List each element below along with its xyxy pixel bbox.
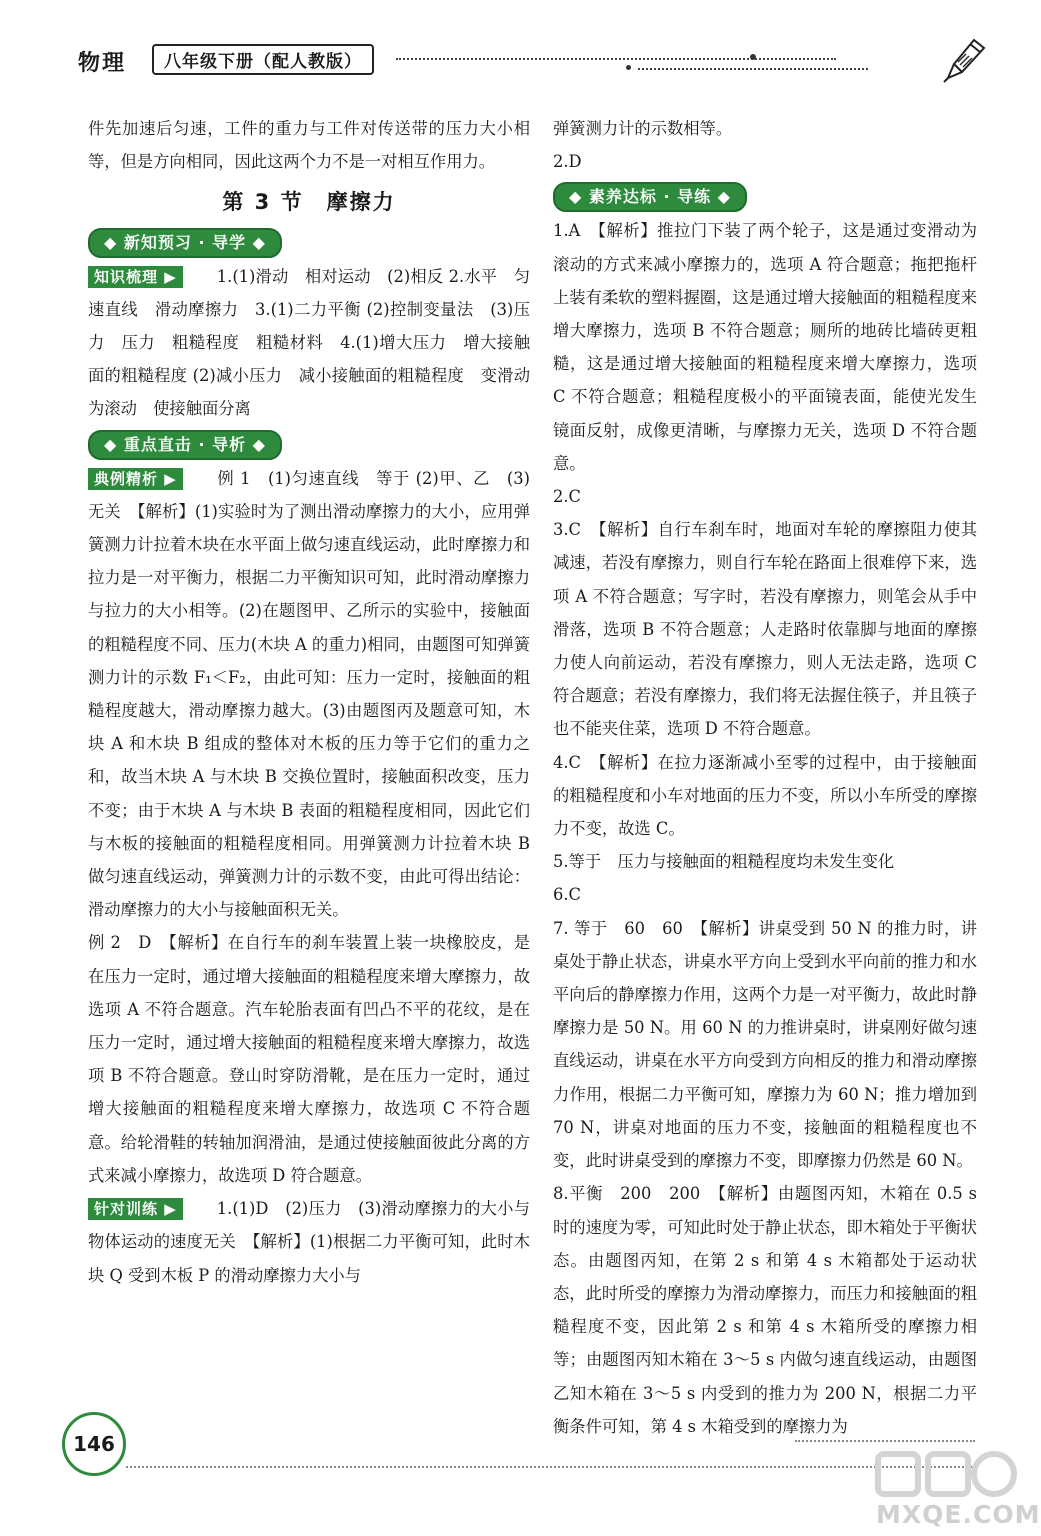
tag-example: 典例精析 ▶ [88,468,183,490]
header-dot [750,54,756,60]
continued-paragraph: 弹簧测力计的示数相等。 [553,119,733,138]
section-title: 第 3 节 摩擦力 [222,190,396,215]
question-3: 3.C 【解析】自行车刹车时，地面对车轮的摩擦阻力使其减速，若没有摩擦力，则自行车轮在路面上很难停下来，选项 A 不符合题意；写字时，若没有摩擦力，则笔会从手中滑落，选项 B 不符合题意；人走路时依靠脚与地面的摩擦力使人向前运动，若没有摩擦力，则人无法走路，选项 C 符合题意；若没有摩擦力，我们将无法握住筷子，并且筷子也不能夹住菜，选项 D 不符合题意。 [553,520,977,739]
example1-text: 例 1 (1)匀速直线 等于 (2)甲、乙 (3)无关 【解析】(1)实验时为了测出滑动摩擦力的大小，应用弹簧测力计拉着木块在水平面上做匀速直线运动，此时摩擦力和拉力是一对平衡力，根据二力平衡知识可知，此时滑动摩擦力与拉力的大小相等。(2)在题图甲、乙所示的实验中，接触面的粗糙程度不同、压力(木块 A 的重力)相同，由题图可知弹簧测力计的示数 F₁＜F₂，由此可知：压力一定时，接触面的粗糙程度越大，滑动摩擦力越大。(3)由题图丙及题意可知，木块 A 和木块 B 组成的整体对木板的压力等于它们的重力之和，故当木块 A 与木块 B 交换位置时，接触面积改变，压力不变；由于木块 A 与木块 B 表面的粗糙程度相同，因此它们与木板的接触面的粗糙程度相同。用弹簧测力计拉着木块 B 做匀速直线运动，弹簧测力计的示数不变，由此可得出结论：滑动摩擦力的大小与接触面积无关。 [88,468,530,920]
banner-label: 重点直击 · 导析 [123,434,247,454]
question-7: 7. 等于 60 60 【解析】讲桌受到 50 N 的推力时，讲桌处于静止状态，讲桌水平方向上受到水平向前的推力和水平向后的静摩擦力作用，这两个力是一对平衡力，故此时静摩擦力是 50 N。用 60 N 的力推讲桌时，讲桌刚好做匀速直线运动，讲桌在水平方向受到方向相反的推力和滑动摩擦力作用，根据二力平衡可知，摩擦力为 60 N；推力增加到 70 N，讲桌对地面的压力不变，接触面的粗糙程度也不变，此时讲桌受到的摩擦力不变，即摩擦力仍然是 60 N。 [553,918,977,1171]
question-8: 8.平衡 200 200 【解析】由题图丙知，木箱在 0.5 s 时的速度为零，可知此时处于静止状态，即木箱处于平衡状态。由题图丙知，在第 2 s 和第 4 s 木箱都处于运动状态，此时所受的摩擦力为滑动摩擦力，而压力和接触面的粗糙程度不变，因此第 2 s 和第 4 s 木箱所受的摩擦力相等；由题图丙知木箱在 3～5 s 内做匀速直线运动，由题图乙知木箱在 3～5 s 内受到的推力为 200 N，根据二力平衡条件可知，第 4 s 木箱受到的摩擦力为 [553,1184,977,1436]
practice-text: 1.(1)D (2)压力 (3)滑动摩擦力的大小与物体运动的速度无关 【解析】(1)根据二力平衡可知，此时木块 Q 受到木板 P 的滑动摩擦力大小与 [88,1199,530,1285]
question-4: 4.C 【解析】在拉力逐渐减小至零的过程中，由于接触面的粗糙程度和小车对地面的压力不变，所以小车所受的摩擦力不变，故选 C。 [553,752,977,839]
watermark-text: MXQE.COM [876,1500,1041,1529]
tag-practice: 针对训练 ▶ [88,1198,183,1220]
tag-knowledge: 知识梳理 ▶ [88,266,183,288]
header-book-info: 八年级下册（配人教版） [152,44,374,75]
tag-label: 知识梳理 [94,267,159,286]
footer-dotted-rule-2 [795,1440,975,1442]
knowledge-paragraph [88,260,530,426]
right-column [553,112,977,1443]
example1-paragraph [88,462,530,927]
question-5: 5.等于 压力与接触面的粗糙程度均未发生变化 [553,852,895,872]
tag-label: 典例精析 [94,469,159,488]
question-2: 2.C [553,487,581,507]
header-dotted-rule-2 [638,68,868,70]
example2-paragraph: 例 2 D 【解析】在自行车的刹车装置上装一块橡胶皮，是在压力一定时，通过增大接触面的粗糙程度来增大摩擦力，故选项 A 不符合题意。汽车轮胎表面有凹凸不平的花纹，是在压力一定时，通过增大接触面的粗糙程度来增大摩擦力，故选项 B 不符合题意。登山时穿防滑靴，是在压力一定时，通过增大接触面的粗糙程度来增大摩擦力，故选项 C 不符合题意。给轮滑鞋的转轴加润滑油，是通过使接触面彼此分离的方式来减小摩擦力，故选项 D 符合题意。 [88,933,530,1185]
footer-dotted-rule [126,1466,976,1468]
page-number: 146 [62,1412,126,1476]
banner-focus: ◆ 重点直击 · 导析 ◆ [88,430,282,460]
left-column [88,112,530,1292]
knowledge-text: 1.(1)滑动 相对运动 (2)相反 2.水平 匀速直线 滑动摩擦力 3.(1)二力平衡 (2)控制变量法 (3)压力 压力 粗糙程度 粗糙材料 4.(1)增大压力 增大接触面的粗糙程度 (2)减小压力 减小接触面的粗糙程度 变滑动为滚动 使接触面分离 [88,266,530,419]
page-header [78,40,978,80]
header-dotted-rule [396,58,836,60]
header-dot [626,65,631,70]
banner-preview: ◆ 新知预习 · 导学 ◆ [88,228,282,258]
practice-paragraph [88,1192,530,1292]
pen-icon [940,34,988,84]
banner-label: 新知预习 · 导学 [123,232,247,252]
intro-paragraph: 件先加速后匀速，工件的重力与工件对传送带的压力大小相等，但是方向相同，因此这两个力不是一对相互作用力。 [88,119,530,172]
answer-2: 2.D [553,152,582,172]
question-6: 6.C [553,885,581,905]
tag-label: 针对训练 [94,1200,159,1219]
banner-label: 素养达标 · 导练 [588,187,712,207]
question-1: 1.A 【解析】推拉门下装了两个轮子，这是通过变滑动为滚动的方式来减小摩擦力的，选项 A 符合题意；拖把拖杆上装有柔软的塑料握圈，这是通过增大接触面的粗糙程度来增大摩擦力，选项 B 不符合题意；厕所的地砖比墙砖更粗糙，这是通过增大接触面的粗糙程度来增大摩擦力，选项 C 不符合题意；粗糙程度极小的平面镜表面，能使光发生镜面反射，成像更清晰，与摩擦力无关，选项 D 不符合题意。 [553,221,977,473]
banner-literacy: ◆ 素养达标 · 导练 ◆ [553,182,747,212]
header-subject: 物理 [78,51,127,76]
